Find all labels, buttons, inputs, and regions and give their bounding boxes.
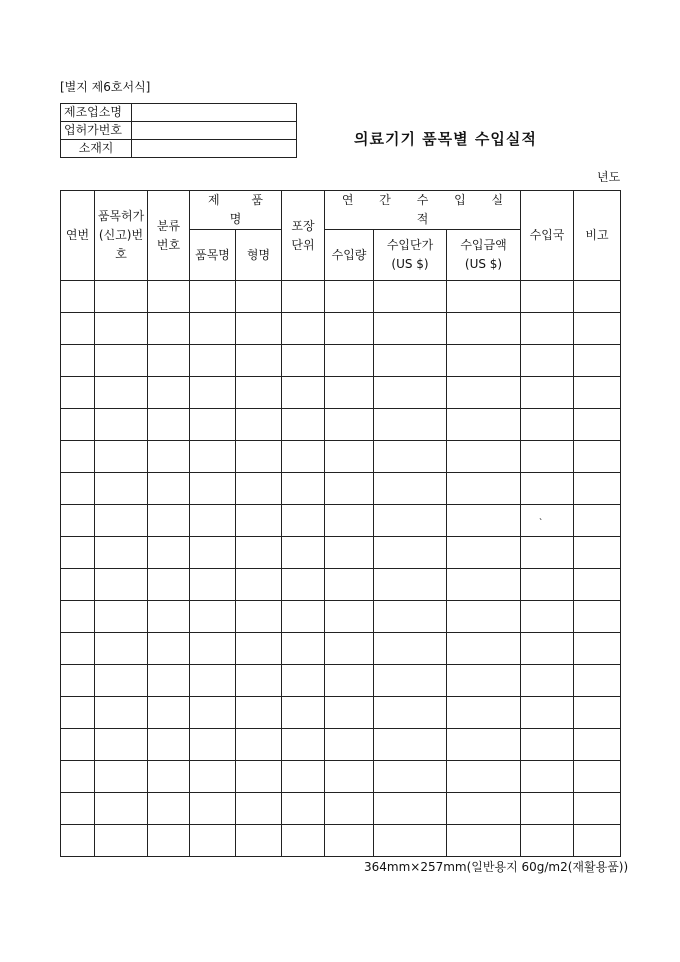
cell-item-name[interactable] xyxy=(190,601,236,633)
cell-unit-price[interactable] xyxy=(374,793,447,825)
cell-class-number[interactable] xyxy=(148,441,190,473)
cell-permit-number[interactable] xyxy=(95,281,148,313)
cell-import-amount[interactable] xyxy=(447,825,521,857)
cell-serial[interactable] xyxy=(61,569,95,601)
cell-unit-price[interactable] xyxy=(374,345,447,377)
cell-import-amount[interactable] xyxy=(447,729,521,761)
header-item-name: 품목명 xyxy=(190,230,236,281)
cell-import-quantity[interactable] xyxy=(325,281,374,313)
cell-import-country[interactable] xyxy=(521,377,574,409)
cell-class-number[interactable] xyxy=(148,377,190,409)
cell-import-quantity[interactable] xyxy=(325,345,374,377)
business-info-box xyxy=(60,103,297,158)
cell-import-quantity[interactable] xyxy=(325,537,374,569)
cell-import-amount[interactable] xyxy=(447,601,521,633)
cell-serial[interactable] xyxy=(61,601,95,633)
cell-unit-price[interactable] xyxy=(374,313,447,345)
cell-import-amount[interactable] xyxy=(447,409,521,441)
cell-model-name[interactable] xyxy=(236,633,282,665)
cell-packaging-unit[interactable] xyxy=(282,793,325,825)
cell-packaging-unit[interactable] xyxy=(282,633,325,665)
cell-remarks[interactable] xyxy=(574,473,621,505)
cell-serial[interactable] xyxy=(61,505,95,537)
cell-import-country[interactable] xyxy=(521,761,574,793)
cell-remarks[interactable] xyxy=(574,697,621,729)
cell-item-name[interactable] xyxy=(190,313,236,345)
cell-packaging-unit[interactable] xyxy=(282,729,325,761)
cell-model-name[interactable] xyxy=(236,313,282,345)
cell-import-quantity[interactable] xyxy=(325,313,374,345)
cell-packaging-unit[interactable] xyxy=(282,825,325,857)
cell-model-name[interactable] xyxy=(236,345,282,377)
cell-model-name[interactable] xyxy=(236,505,282,537)
cell-remarks[interactable] xyxy=(574,313,621,345)
table-row xyxy=(61,761,621,793)
cell-unit-price[interactable] xyxy=(374,441,447,473)
cell-import-country[interactable] xyxy=(521,665,574,697)
header-pack-line1: 포장 xyxy=(291,218,315,233)
cell-remarks[interactable] xyxy=(574,377,621,409)
cell-import-quantity[interactable] xyxy=(325,441,374,473)
cell-class-number[interactable] xyxy=(148,793,190,825)
cell-packaging-unit[interactable] xyxy=(282,537,325,569)
cell-class-number[interactable] xyxy=(148,569,190,601)
cell-import-country[interactable] xyxy=(521,313,574,345)
cell-serial[interactable] xyxy=(61,697,95,729)
cell-remarks[interactable] xyxy=(574,409,621,441)
cell-import-amount[interactable] xyxy=(447,537,521,569)
cell-unit-price[interactable] xyxy=(374,729,447,761)
cell-import-quantity[interactable] xyxy=(325,793,374,825)
header-unit-price-line2: (US $) xyxy=(391,257,429,271)
cell-remarks[interactable] xyxy=(574,505,621,537)
cell-import-quantity[interactable] xyxy=(325,505,374,537)
cell-import-amount[interactable] xyxy=(447,633,521,665)
header-class-line1: 분류 xyxy=(156,218,181,233)
header-pack-line2: 단위 xyxy=(291,237,315,252)
cell-serial[interactable] xyxy=(61,377,95,409)
cell-import-amount[interactable] xyxy=(447,569,521,601)
cell-remarks[interactable] xyxy=(574,537,621,569)
cell-unit-price[interactable] xyxy=(374,473,447,505)
cell-item-name[interactable] xyxy=(190,665,236,697)
cell-model-name[interactable] xyxy=(236,729,282,761)
header-permit-number xyxy=(95,191,148,281)
cell-serial[interactable] xyxy=(61,313,95,345)
cell-remarks[interactable] xyxy=(574,281,621,313)
cell-serial[interactable] xyxy=(61,665,95,697)
cell-remarks[interactable] xyxy=(574,793,621,825)
cell-model-name[interactable] xyxy=(236,441,282,473)
cell-model-name[interactable] xyxy=(236,281,282,313)
cell-item-name[interactable] xyxy=(190,537,236,569)
header-unit-price xyxy=(374,230,447,281)
cell-remarks[interactable] xyxy=(574,569,621,601)
cell-model-name[interactable] xyxy=(236,601,282,633)
cell-unit-price[interactable] xyxy=(374,409,447,441)
cell-packaging-unit[interactable] xyxy=(282,377,325,409)
manufacturer-name-label: 제조업소명 xyxy=(61,104,132,122)
table-row xyxy=(61,377,621,409)
cell-unit-price[interactable] xyxy=(374,537,447,569)
header-import-amount xyxy=(447,230,521,281)
year-label: 년도 xyxy=(597,170,621,184)
cell-item-name[interactable] xyxy=(190,473,236,505)
cell-import-country[interactable] xyxy=(521,409,574,441)
cell-class-number[interactable] xyxy=(148,505,190,537)
cell-import-quantity[interactable] xyxy=(325,729,374,761)
cell-import-country[interactable] xyxy=(521,473,574,505)
cell-item-name[interactable] xyxy=(190,825,236,857)
cell-import-quantity[interactable] xyxy=(325,409,374,441)
table-row xyxy=(61,569,621,601)
cell-import-amount[interactable] xyxy=(447,313,521,345)
cell-serial[interactable] xyxy=(61,409,95,441)
cell-permit-number[interactable] xyxy=(95,793,148,825)
header-import-country: 수입국 xyxy=(521,191,574,281)
cell-item-name[interactable] xyxy=(190,569,236,601)
manufacturer-name-field[interactable] xyxy=(132,104,297,122)
cell-item-name[interactable] xyxy=(190,441,236,473)
cell-permit-number[interactable] xyxy=(95,633,148,665)
table-row xyxy=(61,409,621,441)
cell-import-country[interactable] xyxy=(521,441,574,473)
cell-import-country[interactable] xyxy=(521,281,574,313)
table-row xyxy=(61,473,621,505)
cell-class-number[interactable] xyxy=(148,825,190,857)
cell-permit-number[interactable] xyxy=(95,473,148,505)
table-row xyxy=(61,729,621,761)
form-number: [별지 제6호서식] xyxy=(60,80,151,94)
cell-class-number[interactable] xyxy=(148,729,190,761)
cell-item-name[interactable] xyxy=(190,377,236,409)
cell-packaging-unit[interactable] xyxy=(282,441,325,473)
cell-import-quantity[interactable] xyxy=(325,697,374,729)
header-permit-line2: (신고)번호 xyxy=(98,228,144,261)
cell-class-number[interactable] xyxy=(148,345,190,377)
cell-import-country[interactable] xyxy=(521,793,574,825)
cell-item-name[interactable] xyxy=(190,793,236,825)
cell-import-amount[interactable] xyxy=(447,441,521,473)
import-record-table xyxy=(60,190,621,857)
cell-permit-number[interactable] xyxy=(95,825,148,857)
cell-permit-number[interactable] xyxy=(95,729,148,761)
header-annual-import-group: 연 간 수 입 실 적 xyxy=(325,191,521,230)
cell-class-number[interactable] xyxy=(148,281,190,313)
cell-import-quantity[interactable] xyxy=(325,473,374,505)
table-row xyxy=(61,825,621,857)
cell-packaging-unit[interactable] xyxy=(282,473,325,505)
cell-packaging-unit[interactable] xyxy=(282,505,325,537)
table-body xyxy=(61,281,621,857)
header-unit-price-line1: 수입단가 xyxy=(386,238,434,252)
header-packaging-unit xyxy=(282,191,325,281)
license-number-label: 업허가번호 xyxy=(61,122,132,140)
header-permit-line1: 품목허가 xyxy=(97,209,145,223)
cell-permit-number[interactable] xyxy=(95,409,148,441)
info-row xyxy=(61,104,297,122)
cell-import-quantity[interactable] xyxy=(325,601,374,633)
cell-import-country[interactable] xyxy=(521,345,574,377)
table-row xyxy=(61,345,621,377)
cell-serial[interactable] xyxy=(61,761,95,793)
license-number-field[interactable] xyxy=(132,122,297,140)
cell-remarks[interactable] xyxy=(574,729,621,761)
cell-unit-price[interactable] xyxy=(374,633,447,665)
table-row xyxy=(61,601,621,633)
cell-import-amount[interactable] xyxy=(447,793,521,825)
cell-permit-number[interactable] xyxy=(95,665,148,697)
cell-unit-price[interactable] xyxy=(374,665,447,697)
cell-import-quantity[interactable] xyxy=(325,633,374,665)
table-row xyxy=(61,665,621,697)
cell-model-name[interactable] xyxy=(236,697,282,729)
cell-permit-number[interactable] xyxy=(95,441,148,473)
cell-packaging-unit[interactable] xyxy=(282,409,325,441)
paper-spec-footer: 364mm×257mm(일반용지 60g/m2(재활용품)) xyxy=(364,860,629,874)
cell-item-name[interactable] xyxy=(190,761,236,793)
cell-import-country[interactable] xyxy=(521,633,574,665)
cell-model-name[interactable] xyxy=(236,377,282,409)
stray-mark: ˎ xyxy=(538,511,544,521)
cell-class-number[interactable] xyxy=(148,665,190,697)
table-row xyxy=(61,313,621,345)
cell-import-quantity[interactable] xyxy=(325,665,374,697)
table-row xyxy=(61,281,621,313)
cell-item-name[interactable] xyxy=(190,345,236,377)
cell-model-name[interactable] xyxy=(236,793,282,825)
cell-permit-number[interactable] xyxy=(95,601,148,633)
cell-import-amount[interactable] xyxy=(447,281,521,313)
cell-item-name[interactable] xyxy=(190,409,236,441)
cell-permit-number[interactable] xyxy=(95,313,148,345)
cell-packaging-unit[interactable] xyxy=(282,313,325,345)
cell-permit-number[interactable] xyxy=(95,537,148,569)
cell-serial[interactable] xyxy=(61,345,95,377)
cell-permit-number[interactable] xyxy=(95,377,148,409)
cell-import-quantity[interactable] xyxy=(325,825,374,857)
info-row xyxy=(61,122,297,140)
cell-class-number[interactable] xyxy=(148,537,190,569)
cell-permit-number[interactable] xyxy=(95,761,148,793)
cell-class-number[interactable] xyxy=(148,633,190,665)
cell-serial[interactable] xyxy=(61,793,95,825)
cell-serial[interactable] xyxy=(61,281,95,313)
cell-remarks[interactable] xyxy=(574,345,621,377)
cell-remarks[interactable] xyxy=(574,441,621,473)
cell-item-name[interactable] xyxy=(190,697,236,729)
cell-import-quantity[interactable] xyxy=(325,761,374,793)
cell-permit-number[interactable] xyxy=(95,569,148,601)
cell-model-name[interactable] xyxy=(236,473,282,505)
cell-item-name[interactable] xyxy=(190,633,236,665)
cell-remarks[interactable] xyxy=(574,761,621,793)
cell-packaging-unit[interactable] xyxy=(282,345,325,377)
cell-unit-price[interactable] xyxy=(374,697,447,729)
table-row xyxy=(61,793,621,825)
header-amount-line1: 수입금액 xyxy=(460,238,507,252)
cell-packaging-unit[interactable] xyxy=(282,281,325,313)
cell-item-name[interactable] xyxy=(190,281,236,313)
cell-import-amount[interactable] xyxy=(447,377,521,409)
cell-permit-number[interactable] xyxy=(95,345,148,377)
cell-import-amount[interactable] xyxy=(447,761,521,793)
form-title: 의료기기 품목별 수입실적 xyxy=(354,130,537,148)
cell-import-quantity[interactable] xyxy=(325,569,374,601)
cell-class-number[interactable] xyxy=(148,473,190,505)
header-model-name: 형명 xyxy=(236,230,282,281)
cell-unit-price[interactable] xyxy=(374,825,447,857)
header-class-line2: 번호 xyxy=(156,237,181,252)
cell-import-country[interactable] xyxy=(521,569,574,601)
header-serial: 연번 xyxy=(61,191,95,281)
cell-model-name[interactable] xyxy=(236,761,282,793)
cell-import-amount[interactable] xyxy=(447,345,521,377)
cell-packaging-unit[interactable] xyxy=(282,665,325,697)
cell-permit-number[interactable] xyxy=(95,697,148,729)
cell-serial[interactable] xyxy=(61,441,95,473)
cell-model-name[interactable] xyxy=(236,665,282,697)
cell-permit-number[interactable] xyxy=(95,505,148,537)
cell-class-number[interactable] xyxy=(148,697,190,729)
cell-model-name[interactable] xyxy=(236,537,282,569)
cell-model-name[interactable] xyxy=(236,825,282,857)
cell-import-quantity[interactable] xyxy=(325,377,374,409)
header-classification xyxy=(148,191,190,281)
cell-unit-price[interactable] xyxy=(374,377,447,409)
table-row xyxy=(61,505,621,537)
cell-packaging-unit[interactable] xyxy=(282,761,325,793)
cell-class-number[interactable] xyxy=(148,601,190,633)
table-row xyxy=(61,633,621,665)
header-import-quantity: 수입량 xyxy=(325,230,374,281)
cell-remarks[interactable] xyxy=(574,633,621,665)
table-row xyxy=(61,441,621,473)
cell-packaging-unit[interactable] xyxy=(282,569,325,601)
cell-serial[interactable] xyxy=(61,473,95,505)
cell-import-amount[interactable] xyxy=(447,505,521,537)
cell-remarks[interactable] xyxy=(574,825,621,857)
cell-import-amount[interactable] xyxy=(447,665,521,697)
cell-serial[interactable] xyxy=(61,537,95,569)
cell-item-name[interactable] xyxy=(190,729,236,761)
cell-import-amount[interactable] xyxy=(447,473,521,505)
header-remarks: 비고 xyxy=(574,191,621,281)
cell-class-number[interactable] xyxy=(148,761,190,793)
cell-import-country[interactable] xyxy=(521,697,574,729)
cell-import-country[interactable] xyxy=(521,825,574,857)
cell-unit-price[interactable] xyxy=(374,569,447,601)
cell-serial[interactable] xyxy=(61,729,95,761)
cell-item-name[interactable] xyxy=(190,505,236,537)
cell-import-country[interactable] xyxy=(521,729,574,761)
cell-import-amount[interactable] xyxy=(447,697,521,729)
cell-serial[interactable] xyxy=(61,633,95,665)
cell-import-country[interactable] xyxy=(521,537,574,569)
cell-remarks[interactable] xyxy=(574,665,621,697)
cell-model-name[interactable] xyxy=(236,569,282,601)
cell-class-number[interactable] xyxy=(148,409,190,441)
header-amount-line2: (US $) xyxy=(464,257,503,271)
cell-packaging-unit[interactable] xyxy=(282,601,325,633)
cell-unit-price[interactable] xyxy=(374,601,447,633)
cell-unit-price[interactable] xyxy=(374,505,447,537)
cell-import-country[interactable] xyxy=(521,601,574,633)
info-row xyxy=(61,140,297,158)
header-product-group: 제 품 명 xyxy=(190,191,282,230)
cell-import-country[interactable] xyxy=(521,505,574,537)
cell-unit-price[interactable] xyxy=(374,761,447,793)
cell-remarks[interactable] xyxy=(574,601,621,633)
cell-model-name[interactable] xyxy=(236,409,282,441)
cell-packaging-unit[interactable] xyxy=(282,697,325,729)
cell-unit-price[interactable] xyxy=(374,281,447,313)
location-label: 소재지 xyxy=(61,140,132,158)
location-field[interactable] xyxy=(132,140,297,158)
table-row xyxy=(61,697,621,729)
cell-serial[interactable] xyxy=(61,825,95,857)
table-row xyxy=(61,537,621,569)
cell-class-number[interactable] xyxy=(148,313,190,345)
